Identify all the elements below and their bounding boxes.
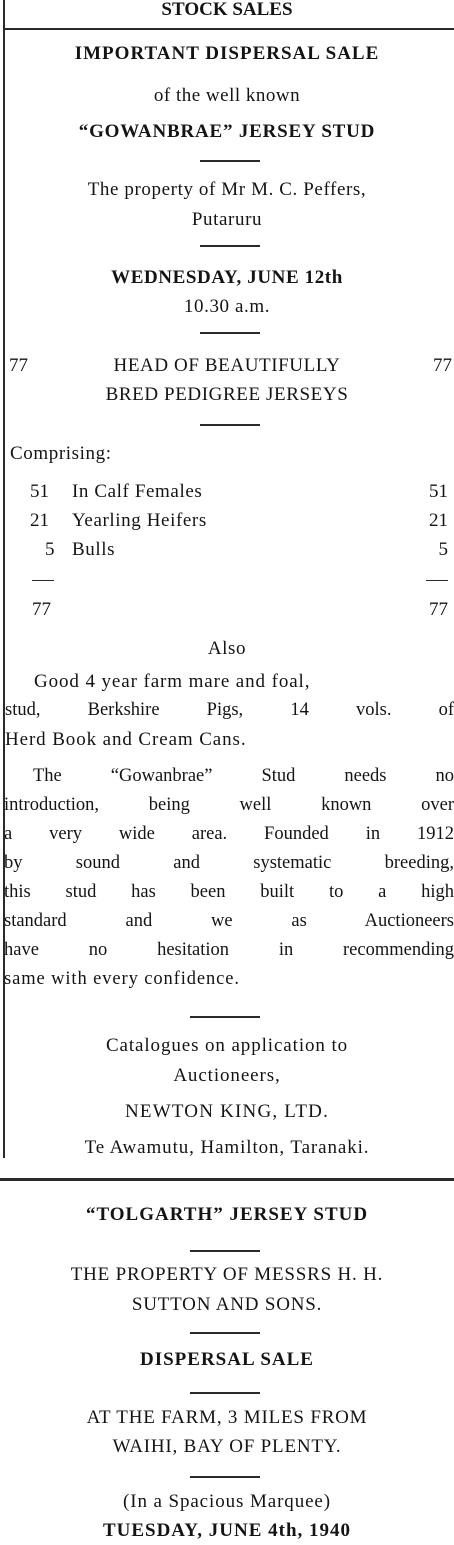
item-qty-right: 51 — [429, 481, 448, 502]
total-rule-left — [32, 580, 54, 581]
description-line: The “Gowanbrae” Stud needs no — [33, 766, 454, 786]
item-description: Bulls — [72, 539, 116, 560]
also-line: stud, Berkshire Pigs, 14 vols. of — [5, 700, 454, 720]
divider-rule — [190, 1016, 260, 1018]
comprising-label: Comprising: — [10, 443, 112, 464]
header-rule — [4, 28, 454, 30]
sale-subline: of the well known — [153, 85, 301, 106]
sale-time: 10.30 a.m. — [183, 296, 271, 317]
head-description-line2: BRED PEDIGREE JERSEYS — [105, 384, 349, 405]
property-line: The property of Mr M. C. Peffers, — [87, 179, 367, 200]
divider-rule — [190, 1476, 260, 1478]
sale-date: WEDNESDAY, JUNE 12th — [111, 267, 343, 288]
stud-name: “GOWANBRAE” JERSEY STUD — [78, 121, 376, 142]
sale-location: WAIHI, BAY OF PLENTY. — [112, 1436, 342, 1457]
divider-rule — [200, 160, 260, 162]
description-line: have no hesitation in recommending — [4, 940, 454, 960]
sale-date: TUESDAY, JUNE 4th, 1940 — [102, 1520, 352, 1541]
section-title: STOCK SALES — [161, 0, 293, 20]
also-line: Herd Book and Cream Cans. — [5, 729, 247, 750]
divider-rule — [200, 424, 260, 426]
catalogue-line: Catalogues on application to — [105, 1035, 349, 1056]
item-qty-right: 21 — [429, 510, 448, 531]
also-label: Also — [207, 638, 247, 659]
total-left: 77 — [32, 599, 51, 620]
auctioneer-locations: Te Awamutu, Hamilton, Taranaki. — [84, 1137, 370, 1158]
description-line: standard and we as Auctioneers — [4, 911, 454, 931]
property-owners: SUTTON AND SONS. — [131, 1294, 323, 1315]
item-qty-right: 5 — [438, 539, 448, 560]
description-line: introduction, being well known over — [4, 795, 454, 815]
divider-rule — [200, 332, 260, 334]
item-qty-left: 5 — [45, 539, 55, 560]
head-description-line1: HEAD OF BEAUTIFULLY — [113, 355, 341, 376]
also-line: Good 4 year farm mare and foal, — [34, 671, 311, 692]
divider-rule — [190, 1332, 260, 1334]
sale-type: DISPERSAL SALE — [140, 1349, 314, 1370]
auctioneer-name: NEWTON KING, LTD. — [124, 1101, 330, 1122]
divider-rule — [190, 1250, 260, 1252]
sale-location: AT THE FARM, 3 MILES FROM — [86, 1407, 368, 1428]
item-description: Yearling Heifers — [72, 510, 207, 531]
property-line: THE PROPERTY OF MESSRS H. H. — [70, 1264, 384, 1285]
total-right: 77 — [429, 599, 448, 620]
head-count-left: 77 — [9, 355, 28, 376]
sale-headline: IMPORTANT DISPERSAL SALE — [74, 43, 380, 64]
divider-rule — [200, 245, 260, 247]
description-line: a very wide area. Founded in 1912 — [4, 824, 454, 844]
property-location: Putaruru — [191, 209, 263, 230]
venue-note: (In a Spacious Marquee) — [123, 1491, 331, 1512]
description-line: same with every confidence. — [4, 969, 240, 989]
divider-rule — [190, 1392, 260, 1394]
head-count-right: 77 — [433, 355, 452, 376]
description-line: by sound and systematic breeding, — [4, 853, 454, 873]
total-rule-right — [426, 580, 448, 581]
item-qty-left: 21 — [30, 510, 49, 531]
catalogue-line: Auctioneers, — [173, 1065, 281, 1086]
description-line: this stud has been built to a high — [4, 882, 454, 902]
section-separator — [0, 1178, 454, 1181]
stud-name: “TOLGARTH” JERSEY STUD — [85, 1204, 369, 1225]
item-qty-left: 51 — [30, 481, 49, 502]
item-description: In Calf Females — [72, 481, 203, 502]
